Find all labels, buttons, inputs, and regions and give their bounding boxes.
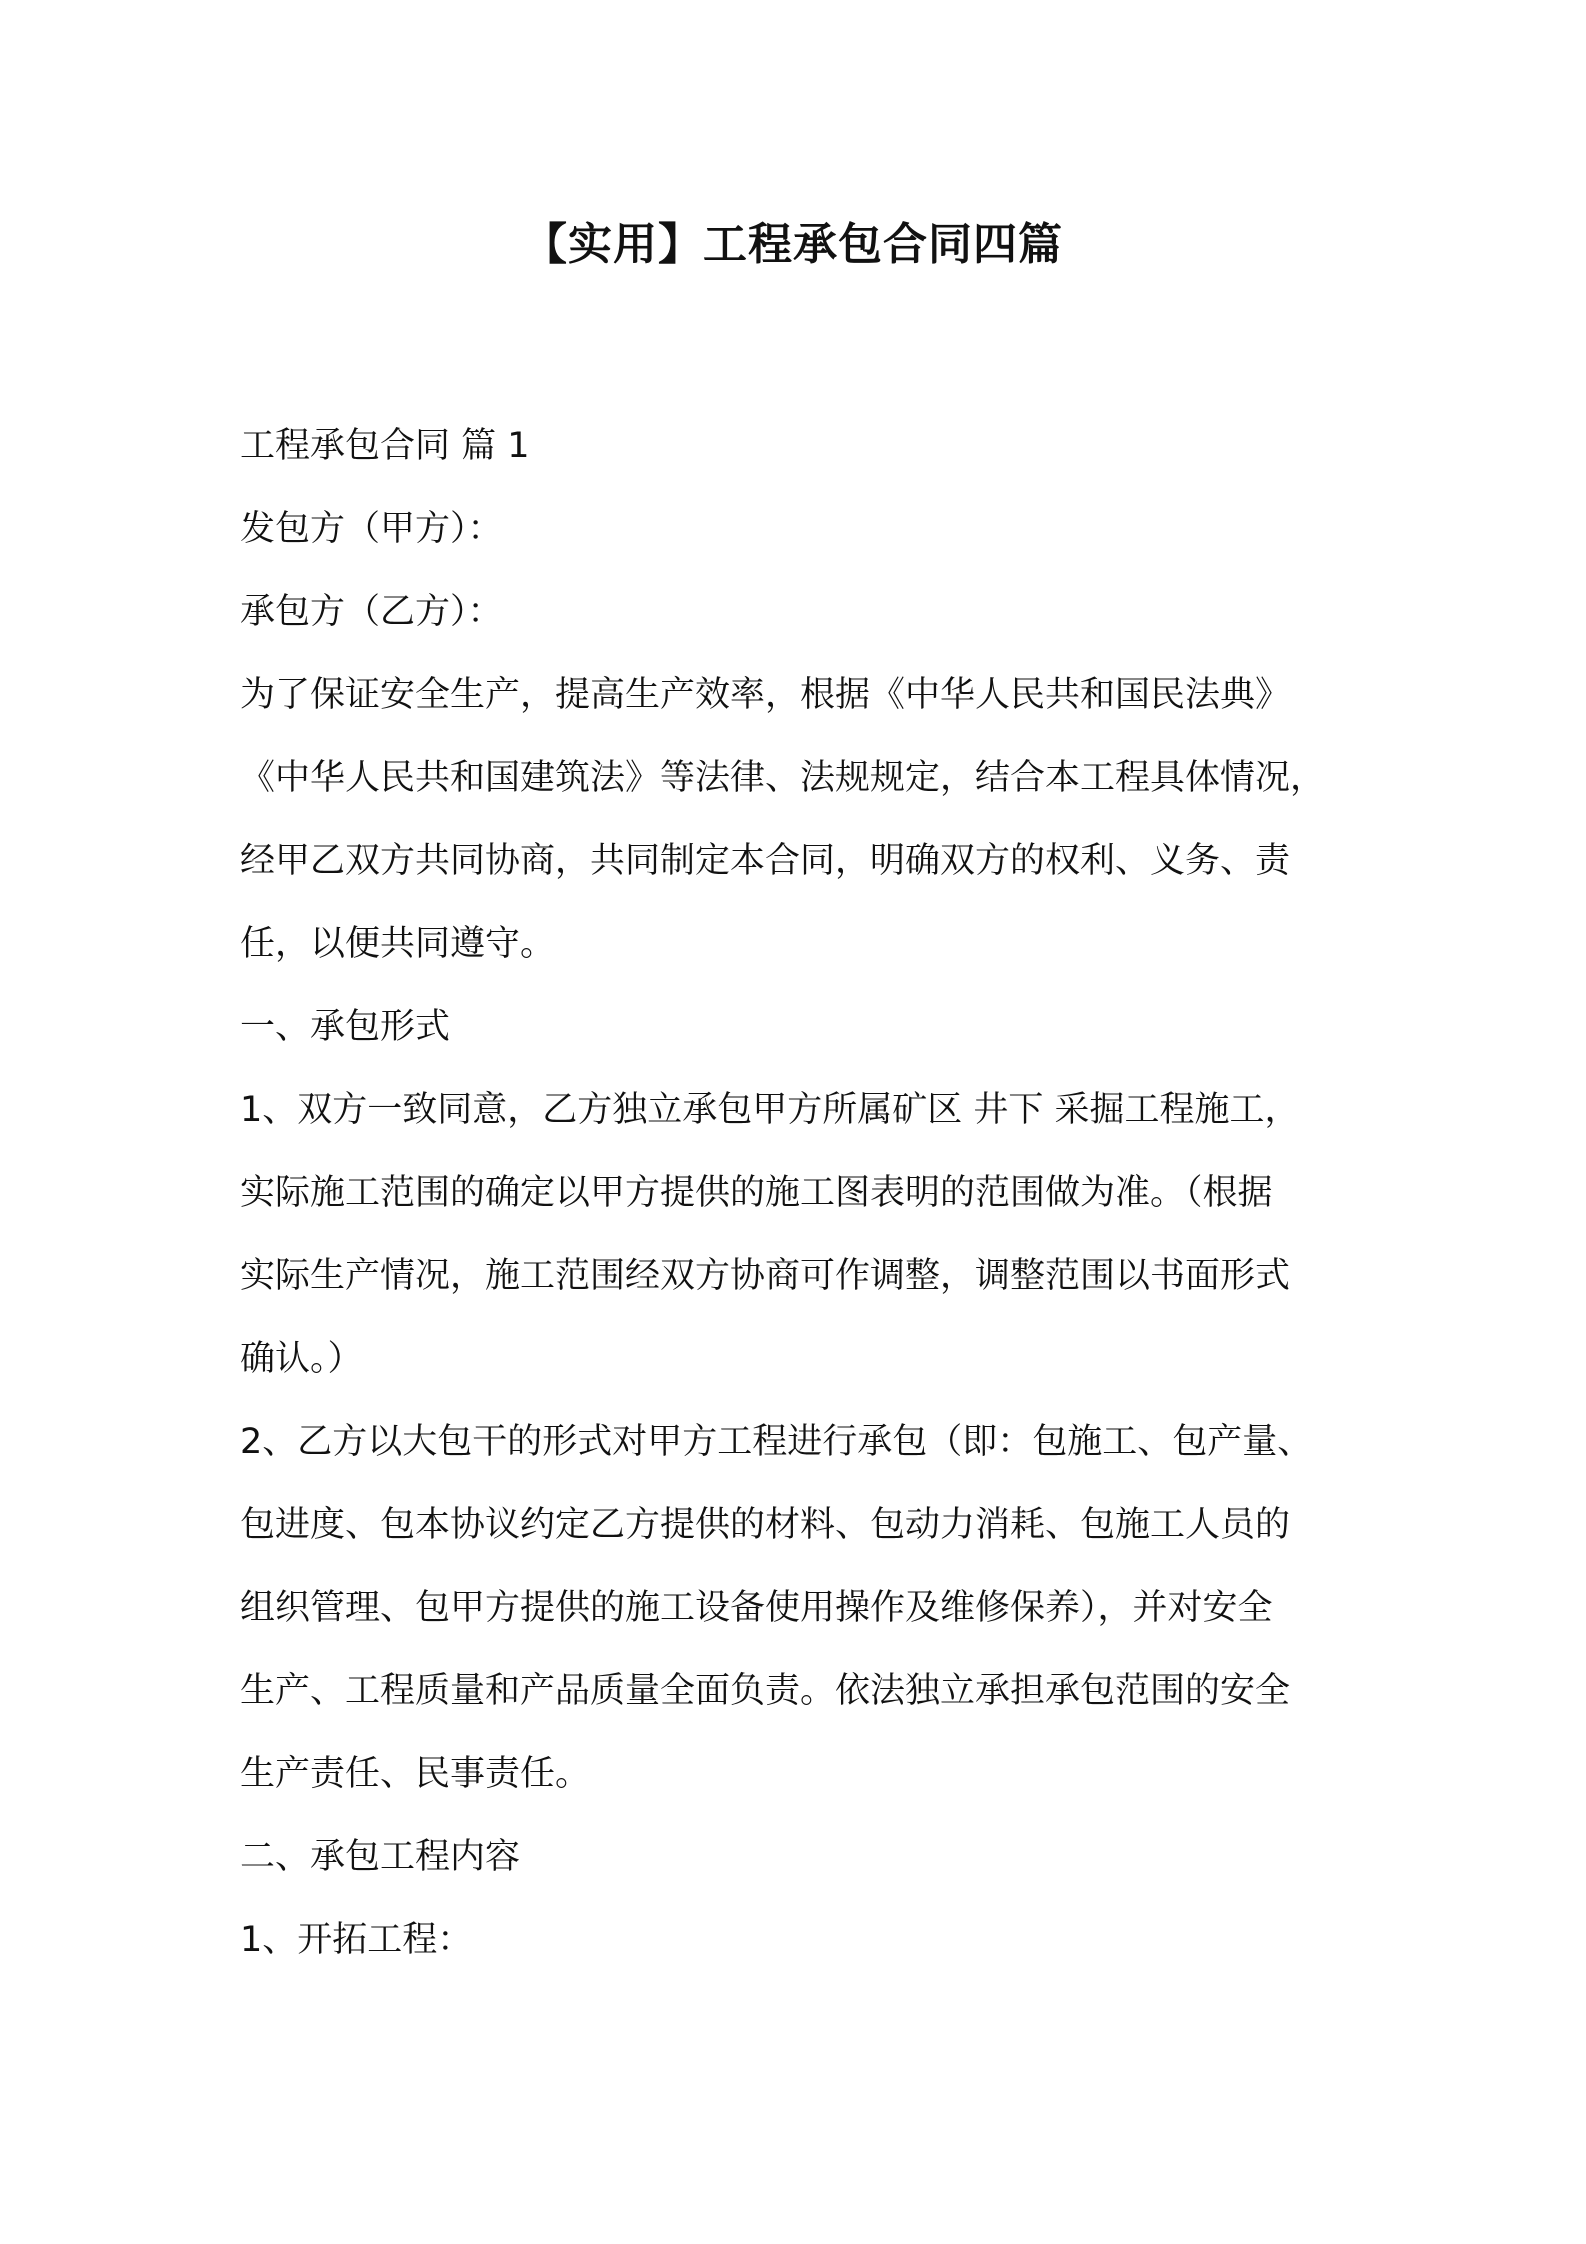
section-heading: 一、承包形式 — [240, 1007, 451, 1047]
list-item-line: 1、开拓工程： — [240, 1920, 473, 1960]
heading-contract-part-1: 工程承包合同 篇 1 — [240, 426, 530, 466]
paragraph-line: 实际施工范围的确定以甲方提供的施工图表明的范围做为准。（根据 — [240, 1173, 1273, 1213]
paragraph-line: 《中华人民共和国建筑法》等法律、法规规定，结合本工程具体情况， — [240, 758, 1326, 798]
paragraph-line: 组织管理、包甲方提供的施工设备使用操作及维修保养），并对安全 — [240, 1588, 1273, 1628]
document-title: 【实用】工程承包合同四篇 — [523, 219, 1063, 270]
paragraph-line: 确认。） — [240, 1339, 363, 1379]
paragraph-line: 生产责任、民事责任。 — [240, 1754, 591, 1794]
paragraph-line: 经甲乙双方共同协商，共同制定本合同，明确双方的权利、义务、责 — [240, 841, 1291, 881]
paragraph-line: 2、乙方以大包干的形式对甲方工程进行承包（即：包施工、包产量、 — [240, 1422, 1313, 1462]
paragraph-line: 生产、工程质量和产品质量全面负责。依法独立承担承包范围的安全 — [240, 1671, 1291, 1711]
paragraph-line: 实际生产情况，施工范围经双方协商可作调整，调整范围以书面形式 — [240, 1256, 1291, 1296]
party-a-line: 发包方（甲方）： — [240, 509, 503, 549]
paragraph-line: 1、双方一致同意，乙方独立承包甲方所属矿区 井下 采掘工程施工， — [240, 1090, 1300, 1130]
party-b-line: 承包方（乙方）： — [240, 592, 503, 632]
paragraph-line: 包进度、包本协议约定乙方提供的材料、包动力消耗、包施工人员的 — [240, 1505, 1291, 1545]
paragraph-line: 任，以便共同遵守。 — [240, 924, 556, 964]
section-heading: 二、承包工程内容 — [240, 1837, 521, 1877]
document-body — [240, 405, 1370, 1982]
paragraph-line: 为了保证安全生产，提高生产效率，根据《中华人民共和国民法典》 — [240, 675, 1291, 715]
